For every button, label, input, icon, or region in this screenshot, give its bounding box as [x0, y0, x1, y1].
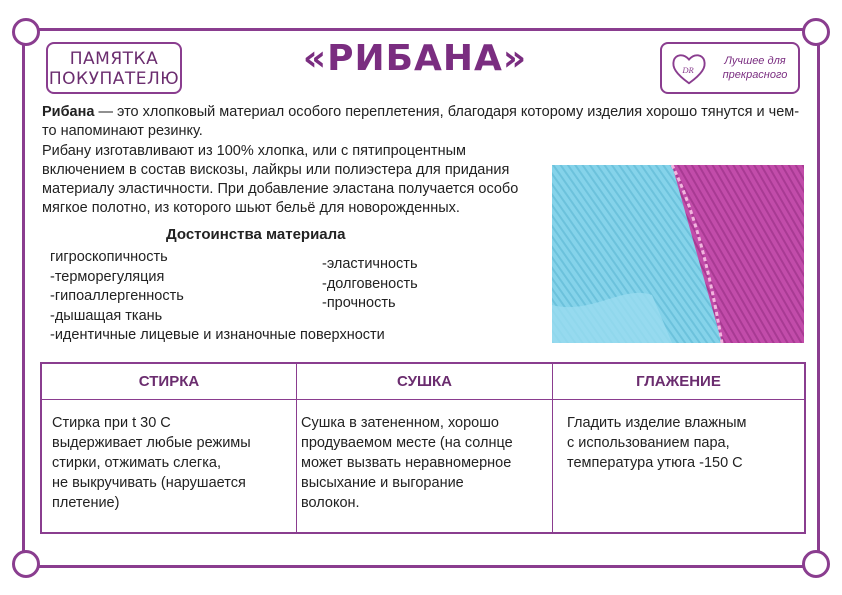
fabric-photo [552, 165, 804, 343]
care-line: Сушка в затененном, хорошо [301, 415, 499, 431]
advantages-title: Достоинства материала [166, 226, 346, 243]
page-title: «РИБАНА» [302, 38, 528, 79]
care-line: Стирка при t 30 С [52, 415, 171, 431]
intro-text [42, 103, 802, 141]
intro-definition: — это хлопковый материал особого переплетения, благодаря которому изделия хорошо тянутся и чем-то напоминают резинку. [42, 104, 800, 139]
advantage-item: -прочность [322, 295, 396, 311]
frame-corner-ornament [12, 550, 40, 578]
care-column-ironing [552, 364, 804, 532]
care-line: Гладить изделие влажным [567, 415, 747, 431]
care-column-washing [42, 364, 296, 532]
intro-composition-block [42, 142, 552, 218]
care-line: продуваемом месте (на солнце [301, 435, 513, 451]
care-line: температура утюга -150 С [567, 455, 743, 471]
care-header: ГЛАЖЕНИЕ [553, 364, 804, 400]
intro-composition-text: Рибану изготавливают из 100% хлопка, или с пятипроцентным включением в состав вискозы, лайкры или полиэстера для придания материалу эластичности. При добавление эластана получается особо мягкое полотно, из которого шьют бельё для новорожденных. [42, 143, 519, 216]
care-column-drying [296, 364, 552, 532]
care-line: не выкручивать (нарушается [52, 475, 246, 491]
advantage-item: -дышащая ткань [50, 307, 163, 324]
care-line: с использованием пара, [567, 435, 730, 451]
advantage-item: -эластичность [322, 256, 418, 272]
care-text [553, 400, 804, 473]
logo-tagline: прекрасного [722, 69, 788, 81]
advantage-item: -долговеность [322, 275, 418, 292]
advantage-item: -терморегуляция [50, 268, 165, 285]
care-header: СТИРКА [42, 364, 296, 400]
care-line: волокон. [301, 495, 360, 511]
advantage-item: -идентичные лицевые и изнаночные поверхности [50, 327, 385, 343]
care-text [297, 400, 552, 513]
brand-logo [660, 42, 800, 94]
care-line: может вызвать неравномерное [301, 455, 512, 471]
memo-label-line: ПОКУПАТЕЛЮ [48, 69, 180, 89]
care-text [42, 400, 296, 513]
frame-corner-ornament [802, 18, 830, 46]
frame-corner-ornament [12, 18, 40, 46]
frame-corner-ornament [802, 550, 830, 578]
care-line: стирки, отжимать слегка, [52, 455, 221, 471]
care-line: высыхание и выгорание [301, 475, 464, 491]
logo-tagline: Лучшее для [724, 55, 786, 67]
advantage-item: -гипоаллергенность [50, 288, 184, 304]
care-table [40, 362, 806, 534]
heart-icon [670, 50, 708, 88]
memo-label-line: ПАМЯТКА [69, 49, 159, 69]
advantage-item: гигроскопичность [50, 249, 168, 265]
care-line: выдерживает любые режимы [52, 435, 251, 451]
care-line: плетение) [52, 495, 120, 511]
logo-monogram: DR [682, 64, 694, 75]
care-header: СУШКА [297, 364, 552, 400]
advantages-list-right [322, 255, 418, 314]
memo-badge [46, 42, 182, 94]
intro-term: Рибана [42, 104, 95, 120]
